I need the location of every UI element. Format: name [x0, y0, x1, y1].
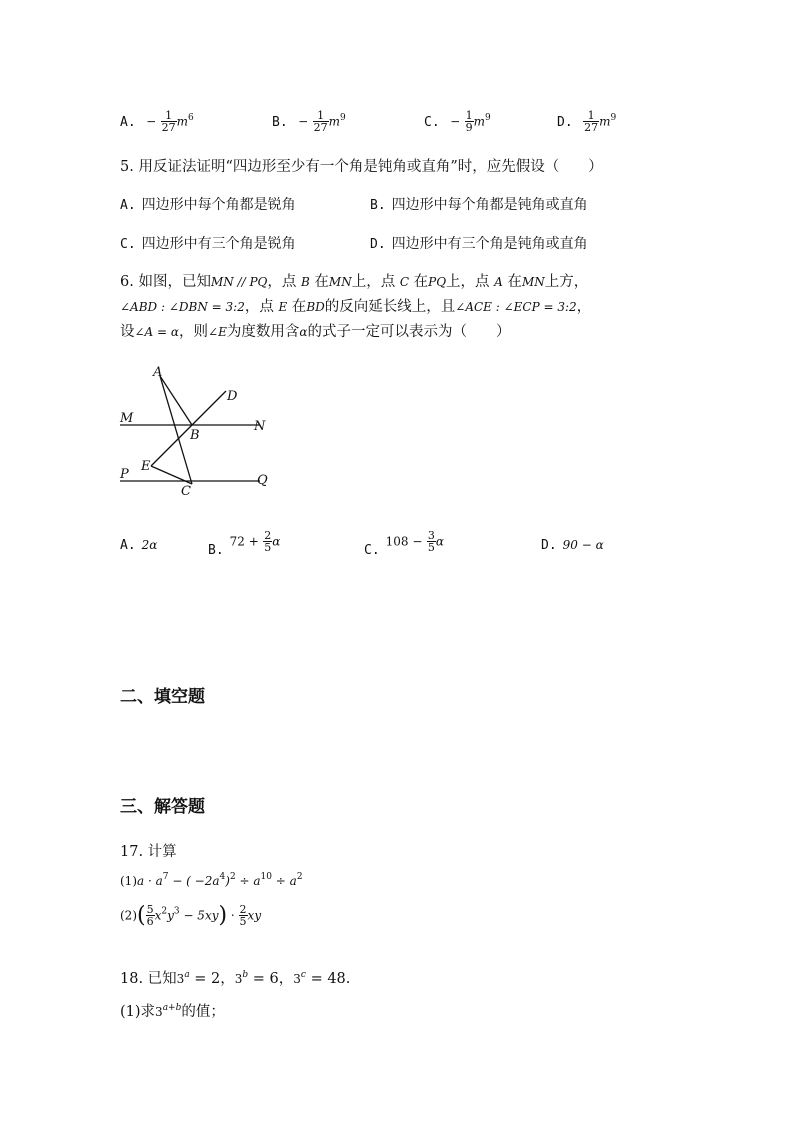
q18-part1: (1)求$3^{a+b}$的值； — [120, 1003, 225, 1020]
fraction: $\frac{5}{6}$ — [146, 903, 154, 928]
q4-option-d: D. $\frac{1}{27}$ $m^9$ — [557, 109, 617, 134]
fraction: $\frac{1}{9}$ — [465, 109, 473, 134]
q6-option-a: A. 2α — [120, 538, 158, 553]
q17-stem: 17. 计算 — [120, 844, 177, 860]
point-label-q: Q — [257, 473, 268, 488]
fraction: $\frac{2}{5}$ — [239, 903, 247, 928]
section-heading-fill-in: 二、填空题 — [120, 687, 205, 707]
point-label-d: D — [227, 389, 238, 404]
q6-stem-line2: ∠ABD : ∠DBN = 3:2，点 E 在BD的反向延长线上，且∠ACE : ∠ECP = 3:2， — [120, 299, 592, 315]
q4-option-b: B. − $\frac{1}{27}$ $m^9$ — [272, 109, 346, 134]
section-heading-solve: 三、解答题 — [120, 797, 205, 817]
q6-stem-line3: 设∠A = α，则∠E为度数用含α的式子一定可以表示为（ ） — [120, 324, 511, 340]
q5-option-a: A. 四边形中每个角都是锐角 — [120, 197, 296, 213]
point-label-p: P — [120, 467, 129, 482]
q4-option-c: C. − $\frac{1}{9}$ $m^9$ — [424, 109, 491, 134]
q6-stem-line1: 6. 如图，已知MN // PQ，点 B 在MN上，点 C 在PQ上，点 A 在MN上方， — [120, 274, 589, 290]
q5-option-d: D. 四边形中有三个角是钝角或直角 — [370, 236, 588, 252]
fraction: $\frac{2}{5}$ — [264, 529, 272, 554]
segment-de — [151, 391, 226, 466]
q18-stem: 18. 已知$3^a = 2$，$3^b = 6$，$3^c = 48$. — [120, 970, 351, 987]
fraction: $\frac{1}{27}$ — [584, 109, 599, 134]
point-label-b: B — [190, 428, 200, 443]
point-label-n: N — [254, 419, 266, 434]
q4-option-a: A. − $\frac{1}{27}$ $m^6$ — [120, 109, 194, 134]
point-label-e: E — [141, 459, 151, 474]
q5-option-c: C. 四边形中有三个角是锐角 — [120, 236, 296, 252]
fraction: $\frac{1}{27}$ — [313, 109, 328, 134]
fraction: $\frac{1}{27}$ — [161, 109, 176, 134]
q6-option-d: D. 90 − α — [541, 538, 604, 553]
q6-option-c: C.108 − $\frac{3}{5}$ α — [364, 529, 444, 558]
q5-stem: 5. 用反证法证明“四边形至少有一个角是钝角或直角”时，应先假设（ ） — [120, 159, 603, 175]
segment-ab — [160, 376, 192, 425]
fraction: $\frac{3}{5}$ — [427, 529, 435, 554]
point-label-a: A — [153, 365, 163, 380]
geometry-figure — [110, 360, 290, 500]
q17-part1: $(1)a \cdot a^7$ − ( $-2a^4)^2 \div a^{10} \div a^2$ — [120, 872, 303, 888]
point-label-m: M — [120, 411, 134, 426]
q17-part2: (2)( $\frac{5}{6}$ $x^2y^3 - 5xy$) · $\frac{2}{5}$ xy — [120, 903, 262, 928]
point-label-c: C — [181, 484, 191, 499]
q6-option-b: B.72 + $\frac{2}{5}$ α — [208, 529, 281, 558]
q5-option-b: B. 四边形中每个角都是钝角或直角 — [370, 197, 588, 213]
